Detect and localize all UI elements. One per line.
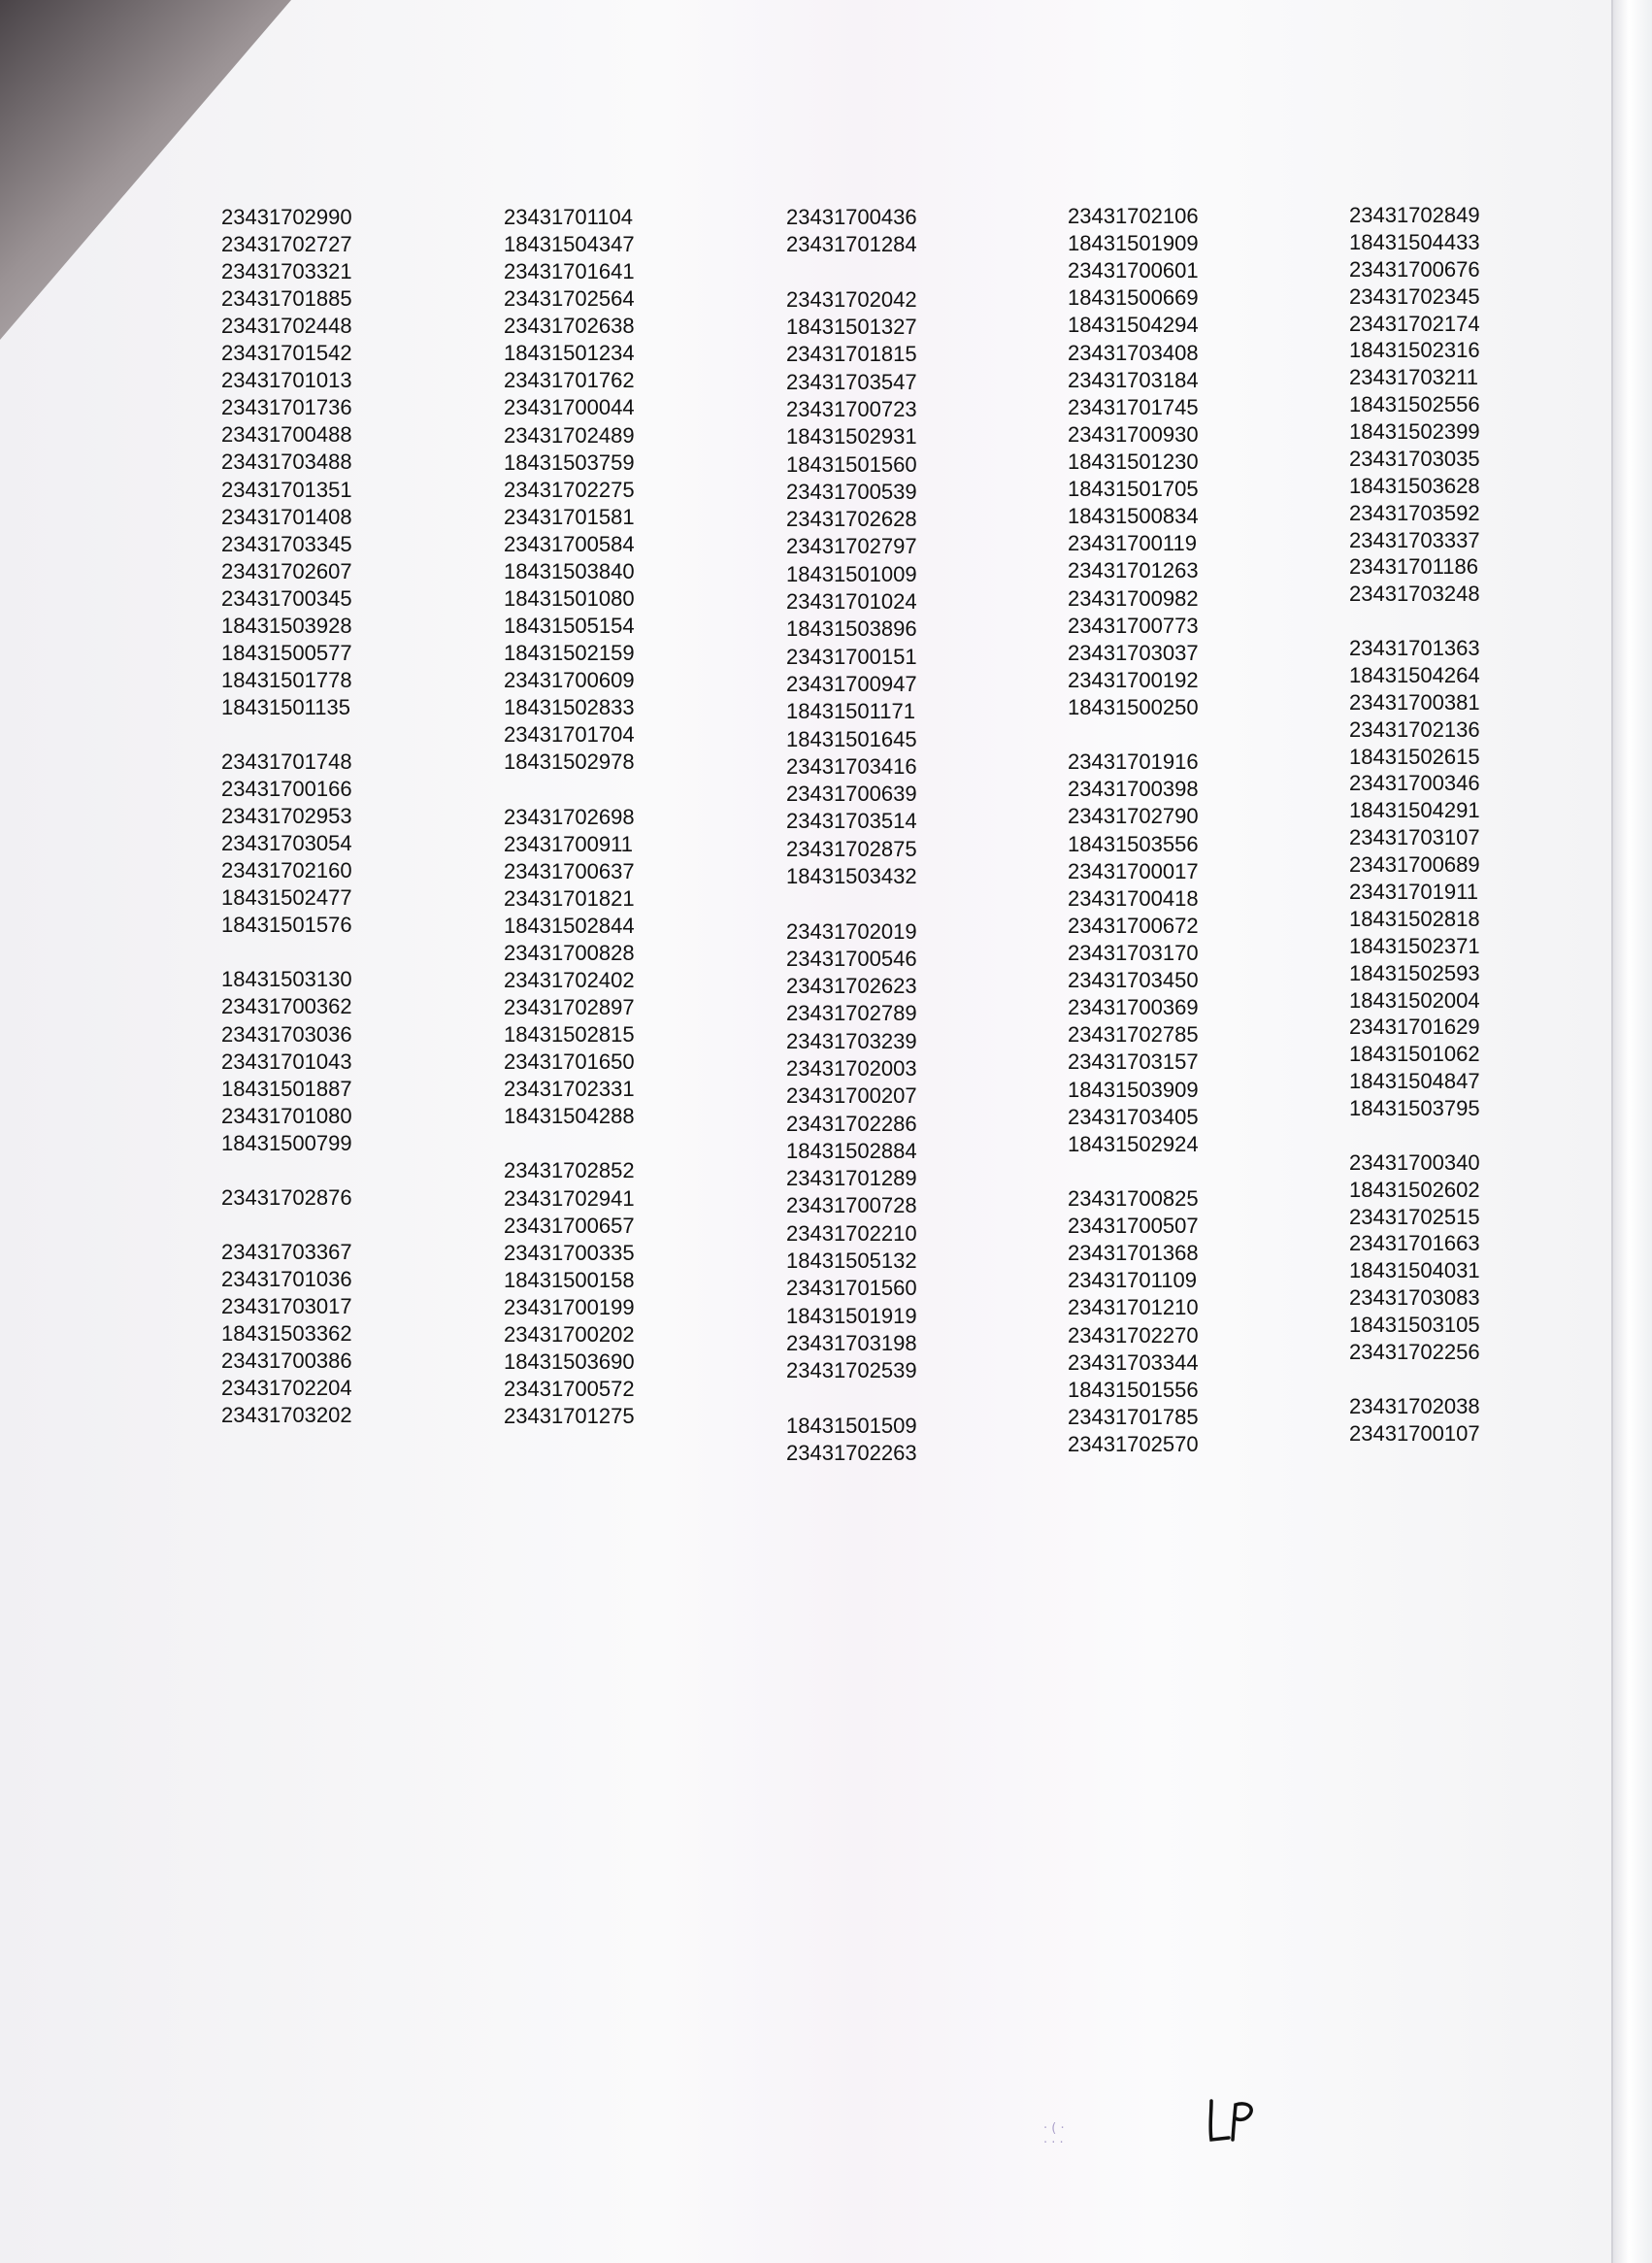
number-entry: 23431700584 <box>504 531 635 556</box>
number-entry: 23431701748 <box>221 749 352 774</box>
number-entry: 18431501171 <box>786 699 915 724</box>
number-entry: 23431700166 <box>221 777 352 802</box>
number-entry: 23431702345 <box>1349 283 1480 309</box>
number-entry: 18431501009 <box>786 561 917 586</box>
number-entry: 23431702174 <box>1349 311 1480 336</box>
number-entry: 23431702204 <box>221 1376 352 1401</box>
number-entry: 23431702019 <box>786 918 917 944</box>
number-entry: 18431502815 <box>504 1022 635 1048</box>
number-entry: 23431702106 <box>1068 204 1199 228</box>
number-entry: 23431700192 <box>1068 667 1199 692</box>
number-entry: 23431701560 <box>786 1276 917 1301</box>
number-entry: 23431701581 <box>504 504 635 529</box>
number-entry: 23431702402 <box>504 967 635 992</box>
number-entry: 23431702275 <box>504 477 635 502</box>
number-entry: 23431701289 <box>786 1166 917 1191</box>
number-entry: 18431501576 <box>221 913 352 938</box>
number-entry: 23431702038 <box>1349 1393 1480 1418</box>
number-entry: 23431700723 <box>786 397 917 422</box>
number-entry: 18431503690 <box>504 1348 635 1374</box>
number-entry: 23431702515 <box>1349 1204 1480 1229</box>
number-entry: 23431703514 <box>786 809 917 834</box>
number-entry: 23431701363 <box>1349 636 1480 661</box>
number-entry: 18431504347 <box>504 232 635 257</box>
number-entry: 18431502978 <box>504 749 635 775</box>
number-entry: 23431701368 <box>1068 1241 1199 1266</box>
number-entry: 23431703488 <box>221 449 352 475</box>
number-entry: 23431702210 <box>786 1220 917 1246</box>
number-entry: 23431702790 <box>1068 804 1199 829</box>
number-entry: 18431501919 <box>786 1303 917 1328</box>
number-entry: 23431700335 <box>504 1240 635 1265</box>
number-entry: 18431502818 <box>1349 906 1480 931</box>
number-entry: 23431703239 <box>786 1028 917 1053</box>
number-entry: 23431700639 <box>786 782 917 807</box>
number-entry: 23431702638 <box>504 314 635 339</box>
number-entry: 23431702797 <box>786 534 917 559</box>
handwritten-initials <box>1204 2097 1262 2146</box>
number-entry: 23431700947 <box>786 671 917 696</box>
number-entry: 23431703248 <box>1349 582 1480 607</box>
number-entry: 23431700345 <box>221 585 352 611</box>
number-entry: 23431701013 <box>221 368 352 393</box>
number-entry: 23431700672 <box>1068 913 1199 938</box>
number-entry: 23431703083 <box>1349 1285 1480 1311</box>
number-entry: 23431700982 <box>1068 585 1199 611</box>
number-entry: 18431503928 <box>221 613 352 638</box>
number-entry: 23431702849 <box>1349 203 1480 227</box>
number-entry: 23431703157 <box>1068 1049 1199 1075</box>
number-entry: 18431501509 <box>786 1413 917 1438</box>
number-entry: 18431502833 <box>504 695 635 720</box>
number-entry: 23431700346 <box>1349 771 1480 796</box>
number-entry: 18431502556 <box>1349 392 1480 417</box>
number-entry: 23431700207 <box>786 1083 917 1109</box>
number-entry: 23431701815 <box>786 342 917 367</box>
number-entry: 18431500158 <box>504 1267 635 1292</box>
number-entry: 23431703017 <box>221 1294 352 1318</box>
number-entry: 23431701542 <box>221 341 352 366</box>
number-entry: 23431700362 <box>221 994 352 1019</box>
number-entry: 18431503130 <box>221 967 352 992</box>
number-entry: 23431701104 <box>504 205 633 229</box>
number-entry: 18431501705 <box>1068 477 1199 502</box>
number-entry: 23431702875 <box>786 836 917 861</box>
number-entry: 23431702136 <box>1349 716 1480 742</box>
number-entry: 18431505132 <box>786 1248 917 1274</box>
number-entry: 18431501909 <box>1068 231 1199 256</box>
number-entry: 18431502004 <box>1349 987 1480 1013</box>
number-entry: 23431702570 <box>1068 1431 1199 1456</box>
number-entry: 23431700202 <box>504 1321 635 1347</box>
number-entry: 23431702727 <box>221 232 352 257</box>
number-entry: 23431702941 <box>504 1185 635 1211</box>
number-entry: 18431503795 <box>1349 1096 1480 1121</box>
number-entry: 23431702897 <box>504 995 635 1020</box>
number-entry: 23431700151 <box>786 644 917 669</box>
number-entry: 23431702876 <box>221 1184 352 1210</box>
number-entry: 23431701351 <box>221 477 352 502</box>
number-entry: 18431501062 <box>1349 1042 1480 1067</box>
number-entry: 23431703408 <box>1068 340 1199 365</box>
number-entry: 23431702448 <box>221 314 352 339</box>
number-entry: 23431700398 <box>1068 777 1199 802</box>
number-entry: 23431701263 <box>1068 558 1199 583</box>
number-entry: 23431701275 <box>504 1404 635 1429</box>
number-entry: 23431702990 <box>221 205 352 229</box>
number-entry: 23431700044 <box>504 395 635 420</box>
number-entry: 23431700017 <box>1068 858 1199 883</box>
number-entry: 18431503105 <box>1349 1313 1480 1338</box>
number-entry: 23431700539 <box>786 479 917 504</box>
number-entry: 23431703036 <box>221 1021 352 1047</box>
number-entry: 18431502593 <box>1349 960 1480 985</box>
number-entry: 18431504433 <box>1349 229 1480 254</box>
number-entry: 23431703211 <box>1349 365 1478 390</box>
number-entry: 23431703344 <box>1068 1349 1199 1375</box>
number-entry: 18431500669 <box>1068 285 1199 311</box>
number-entry: 23431702263 <box>786 1441 917 1466</box>
number-entry: 18431502931 <box>786 424 917 449</box>
number-entry: 23431700637 <box>504 858 635 883</box>
number-entry: 23431702042 <box>786 286 917 312</box>
number-entry: 23431701745 <box>1068 394 1199 419</box>
number-entry: 23431701043 <box>221 1048 352 1074</box>
number-entry: 23431702628 <box>786 507 917 532</box>
number-entry: 23431701821 <box>504 885 635 911</box>
number-entry: 23431700546 <box>786 946 917 971</box>
number-entry: 18431501327 <box>786 315 917 340</box>
number-entry: 18431502159 <box>504 641 635 666</box>
number-entry: 18431500250 <box>1068 694 1199 719</box>
number-entry: 23431700119 <box>1068 531 1197 556</box>
number-entry: 23431700689 <box>1349 852 1480 878</box>
number-entry: 23431703202 <box>221 1403 352 1428</box>
number-entry: 18431503362 <box>221 1321 352 1347</box>
number-entry: 18431502615 <box>1349 744 1480 769</box>
number-entry: 18431505154 <box>504 614 635 639</box>
number-entry: 18431502477 <box>221 885 352 911</box>
number-entry: 23431701210 <box>1068 1295 1199 1320</box>
number-entry: 18431502316 <box>1349 338 1480 363</box>
number-entry: 23431701785 <box>1068 1404 1199 1429</box>
number-entry: 23431701080 <box>221 1103 352 1128</box>
number-entry: 23431701911 <box>1349 880 1478 904</box>
number-entry: 23431703107 <box>1349 825 1480 850</box>
number-entry: 23431702489 <box>504 422 635 448</box>
number-entry: 23431703184 <box>1068 367 1199 392</box>
number-entry: 18431501560 <box>786 451 917 477</box>
number-entry: 23431701284 <box>786 232 917 257</box>
number-entry: 23431702852 <box>504 1158 635 1183</box>
number-entry: 23431700930 <box>1068 421 1199 447</box>
number-entry: 23431703170 <box>1068 940 1199 965</box>
number-entry: 23431702607 <box>221 558 352 583</box>
number-entry: 23431702003 <box>786 1055 917 1081</box>
number-entry: 18431504294 <box>1068 313 1199 338</box>
number-entry: 23431701024 <box>786 589 917 615</box>
number-entry: 23431700601 <box>1068 258 1199 283</box>
page-edge <box>1611 0 1652 2263</box>
number-entry: 23431700773 <box>1068 613 1199 638</box>
number-entry: 23431703367 <box>221 1239 352 1264</box>
number-entry: 23431703592 <box>1349 500 1480 525</box>
number-entry: 18431504031 <box>1349 1258 1480 1283</box>
number-entry: 23431700340 <box>1349 1149 1480 1175</box>
number-entry: 23431702331 <box>504 1077 635 1102</box>
number-entry: 23431701186 <box>1349 554 1478 580</box>
number-entry: 23431702286 <box>786 1111 917 1136</box>
number-entry: 18431503432 <box>786 863 917 888</box>
number-entry: 18431500577 <box>221 640 352 665</box>
number-entry: 23431703345 <box>221 531 352 556</box>
number-entry: 23431700657 <box>504 1213 635 1238</box>
number-entry: 23431700488 <box>221 422 352 448</box>
number-entry: 18431504264 <box>1349 662 1480 687</box>
number-entry: 23431702785 <box>1068 1022 1199 1048</box>
number-entry: 23431701109 <box>1068 1268 1197 1293</box>
number-entry: 23431701916 <box>1068 749 1199 775</box>
number-entry: 23431702539 <box>786 1358 917 1383</box>
number-entry: 18431501230 <box>1068 449 1199 474</box>
number-entry: 23431700386 <box>221 1348 352 1374</box>
number-entry: 23431702623 <box>786 974 917 999</box>
number-entry: 18431502844 <box>504 913 635 938</box>
number-entry: 23431702953 <box>221 804 352 829</box>
number-entry: 23431702160 <box>221 858 352 883</box>
number-entry: 23431700676 <box>1349 256 1480 282</box>
number-entry: 23431701629 <box>1349 1015 1480 1040</box>
number-entry: 23431703405 <box>1068 1104 1199 1129</box>
number-entry: 18431501080 <box>504 585 635 611</box>
number-entry: 23431702698 <box>504 804 635 829</box>
number-entry: 18431501887 <box>221 1076 352 1101</box>
number-entry: 23431700609 <box>504 668 635 693</box>
number-entry: 23431703416 <box>786 753 917 779</box>
number-entry: 23431700369 <box>1068 995 1199 1020</box>
number-entry: 23431700507 <box>1068 1214 1199 1239</box>
number-entry: 23431700199 <box>504 1294 635 1319</box>
number-entry: 23431700436 <box>786 205 917 229</box>
number-entry: 23431701762 <box>504 368 635 393</box>
number-entry: 18431503896 <box>786 616 917 642</box>
number-entry: 18431501234 <box>504 341 635 366</box>
number-entry: 23431702564 <box>504 286 635 312</box>
number-entry: 23431701704 <box>504 722 635 748</box>
number-entry: 23431703337 <box>1349 527 1480 552</box>
number-entry: 18431502884 <box>786 1138 917 1163</box>
number-entry: 18431504291 <box>1349 798 1480 823</box>
number-entry: 18431503840 <box>504 558 635 583</box>
number-entry: 23431701641 <box>504 259 635 284</box>
number-entry: 18431502924 <box>1068 1131 1199 1156</box>
number-entry: 23431701408 <box>221 504 352 529</box>
number-entry: 23431703037 <box>1068 640 1199 665</box>
number-entry: 18431501135 <box>221 694 350 719</box>
number-entry: 23431700828 <box>504 940 635 965</box>
number-entry: 18431504288 <box>504 1104 635 1129</box>
faint-stamp-mark: · ( · · · · <box>1043 2121 1065 2150</box>
number-entry: 23431701663 <box>1349 1231 1480 1256</box>
number-entry: 18431504847 <box>1349 1069 1480 1094</box>
number-entry: 23431702789 <box>786 1001 917 1026</box>
number-entry: 23431703035 <box>1349 446 1480 471</box>
number-entry: 18431503556 <box>1068 831 1199 856</box>
number-entry: 23431701885 <box>221 286 352 312</box>
number-entry: 23431702256 <box>1349 1339 1480 1364</box>
number-entry: 18431503759 <box>504 449 635 475</box>
number-entry: 18431502399 <box>1349 419 1480 445</box>
number-entry: 18431502602 <box>1349 1177 1480 1202</box>
number-entry: 18431502371 <box>1349 933 1480 958</box>
number-entry: 23431701650 <box>504 1049 635 1075</box>
number-entry: 18431501645 <box>786 726 917 751</box>
number-entry: 23431700728 <box>786 1193 917 1218</box>
number-entry: 23431703054 <box>221 831 352 856</box>
number-entry: 23431701736 <box>221 395 352 420</box>
number-entry: 23431700381 <box>1349 689 1480 715</box>
number-entry: 18431501556 <box>1068 1377 1199 1402</box>
number-entry: 18431500799 <box>221 1130 352 1155</box>
number-entry: 23431700572 <box>504 1377 635 1401</box>
number-entry: 23431703450 <box>1068 968 1199 993</box>
number-entry: 23431702270 <box>1068 1322 1199 1348</box>
number-entry: 18431500834 <box>1068 504 1199 529</box>
number-entry: 23431701036 <box>221 1266 352 1291</box>
number-entry: 18431503909 <box>1068 1077 1199 1102</box>
number-entry: 23431700911 <box>504 831 633 856</box>
number-entry: 23431700418 <box>1068 885 1199 911</box>
number-entry: 18431503628 <box>1349 473 1480 498</box>
number-entry: 18431501778 <box>221 667 352 692</box>
number-entry: 23431703321 <box>221 259 352 284</box>
number-entry: 23431700825 <box>1068 1185 1199 1211</box>
number-entry: 23431700107 <box>1349 1420 1480 1446</box>
number-entry: 23431703198 <box>786 1330 917 1355</box>
number-entry: 23431703547 <box>786 369 917 394</box>
